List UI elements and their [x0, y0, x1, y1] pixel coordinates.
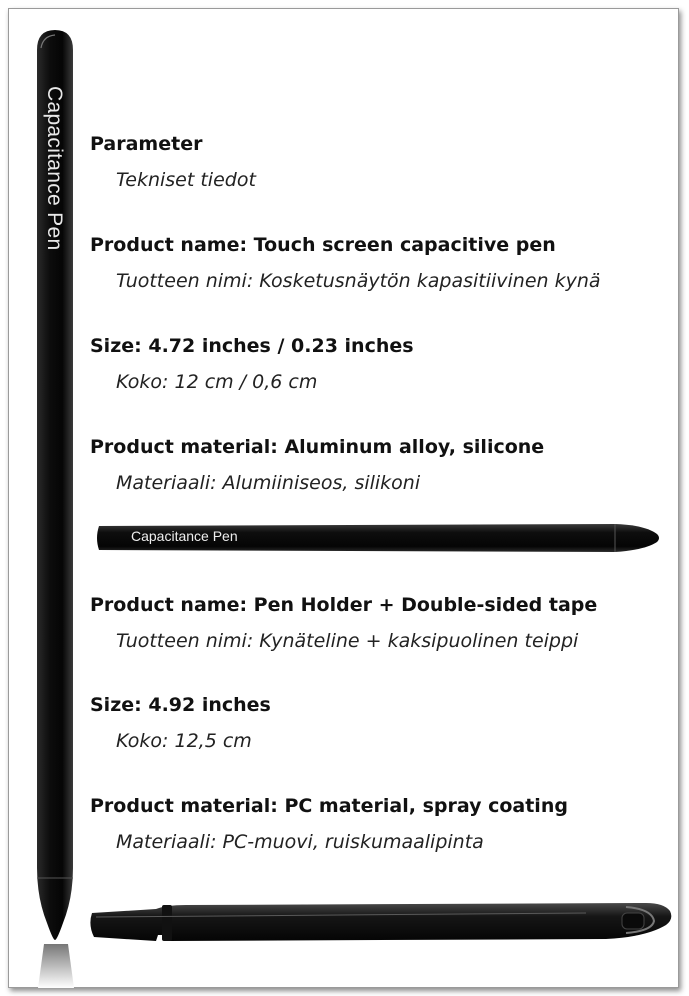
spec-title: Product material: Aluminum alloy, silicone	[90, 436, 545, 458]
spec-material	[90, 436, 544, 494]
spec-translation: Koko: 12 cm / 0,6 cm	[116, 371, 318, 393]
spec-title: Product name: Pen Holder + Double-sided tape	[90, 594, 598, 616]
spec-translation: Koko: 12,5 cm	[116, 730, 252, 752]
pen-holder-image	[86, 897, 676, 945]
spec-title: Parameter	[90, 133, 203, 155]
spec-title: Size: 4.72 inches / 0.23 inches	[90, 335, 414, 357]
spec-title: Size: 4.92 inches	[90, 694, 271, 716]
pen-vertical-label: Capacitance Pen	[43, 86, 66, 251]
spec-translation: Tuotteen nimi: Kosketusnäytön kapasitiivinen kynä	[116, 270, 601, 292]
spec-translation: Materiaali: PC-muovi, ruiskumaalipinta	[116, 831, 484, 853]
spec-holder-material	[90, 795, 568, 853]
spec-translation: Tekniset tiedot	[116, 169, 256, 191]
spec-product-name	[90, 234, 601, 292]
spec-title: Product name: Touch screen capacitive pen	[90, 234, 556, 256]
pen-reflection-image	[36, 944, 76, 988]
spec-title: Product material: PC material, spray coating	[90, 795, 568, 817]
spec-translation: Tuotteen nimi: Kynäteline + kaksipuolinen teippi	[116, 630, 579, 652]
spec-size	[90, 335, 414, 393]
pen-horizontal-label: Capacitance Pen	[131, 528, 238, 544]
spec-holder-name	[90, 594, 597, 652]
spec-parameter	[90, 133, 256, 191]
spec-translation: Materiaali: Alumiiniseos, silikoni	[116, 472, 421, 494]
spec-holder-size	[90, 694, 271, 752]
